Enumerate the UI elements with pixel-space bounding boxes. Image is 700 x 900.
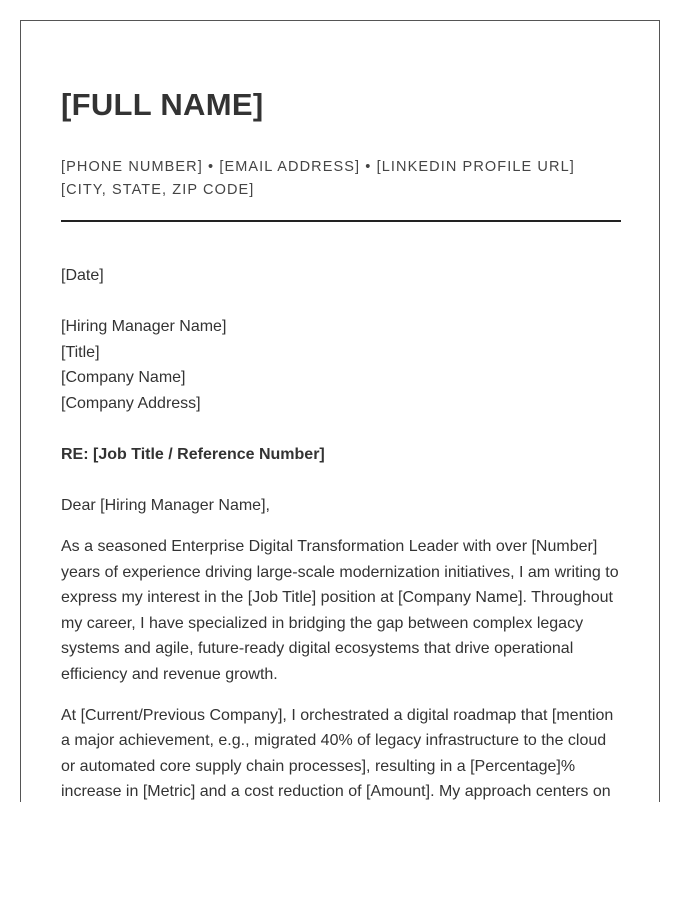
subject-line: RE: [Job Title / Reference Number] [61, 446, 325, 464]
body-paragraph-2 [61, 703, 621, 803]
paragraph-line: my career, I have specialized in bridging the gap between complex legacy [61, 614, 584, 632]
paragraph-line: As a seasoned Enterprise Digital Transformation Leader with over [Number] [61, 537, 598, 555]
paragraph-line: or automated core supply chain processes], resulting in a [Percentage]% [61, 757, 576, 775]
paragraph-line: efficiency and revenue growth. [61, 665, 278, 683]
letter-body [61, 263, 621, 802]
recipient-block [61, 314, 621, 416]
contact-info [61, 156, 575, 202]
paragraph-line: years of experience driving large-scale modernization initiatives, I am writing to [61, 563, 619, 581]
paragraph-line: a major achievement, e.g., migrated 40% of legacy infrastructure to the cloud [61, 732, 607, 750]
full-name-heading: [FULL NAME] [61, 87, 264, 122]
contact-line-address: [CITY, STATE, ZIP CODE] [61, 182, 255, 198]
paragraph-line: express my interest in the [Job Title] position at [Company Name]. Throughout [61, 589, 613, 607]
contact-line-phone-email-linkedin: [PHONE NUMBER] • [EMAIL ADDRESS] • [LINKEDIN PROFILE URL] [61, 159, 575, 175]
paragraph-line: increase in [Metric] and a cost reduction of [Amount]. My approach centers on [61, 783, 611, 801]
header-divider [61, 220, 621, 222]
recipient-name: [Hiring Manager Name] [61, 318, 227, 336]
recipient-title: [Title] [61, 343, 100, 361]
paragraph-line: At [Current/Previous Company], I orchestrated a digital roadmap that [mention [61, 706, 614, 724]
letter-date: [Date] [61, 267, 104, 284]
letter-page [20, 20, 660, 802]
body-paragraph-1 [61, 534, 621, 688]
salutation: Dear [Hiring Manager Name], [61, 497, 270, 515]
recipient-company: [Company Name] [61, 369, 186, 387]
recipient-address: [Company Address] [61, 394, 201, 412]
paragraph-line: systems and agile, future-ready digital ecosystems that drive operational [61, 640, 574, 658]
